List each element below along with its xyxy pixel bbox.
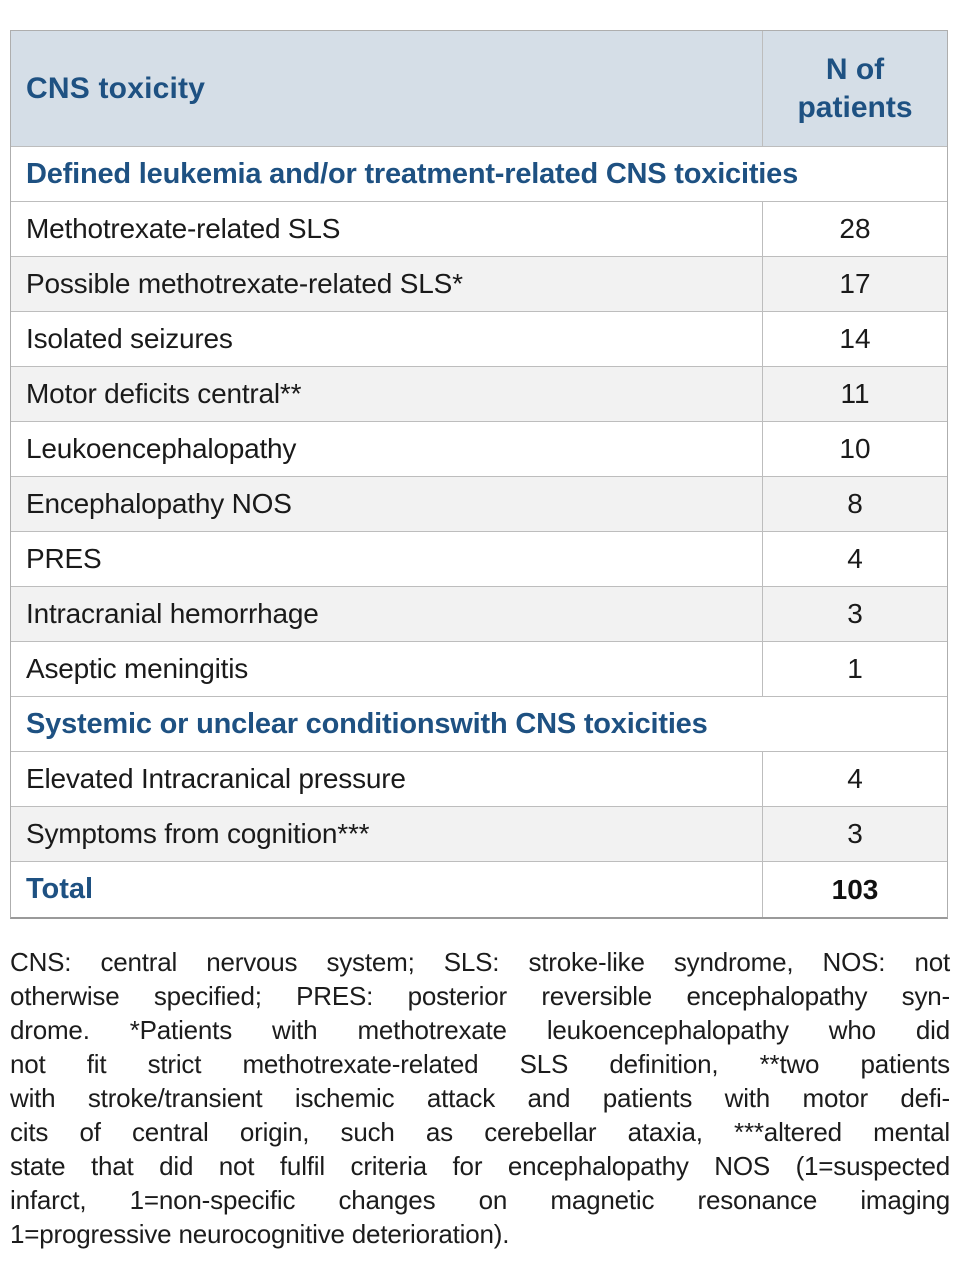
footnote-line: infarct, 1=non-specific changes on magnetic resonance imaging <box>10 1185 950 1215</box>
cns-toxicity-table <box>10 30 948 919</box>
table-row <box>11 586 947 641</box>
footnote-line: state that did not fulfil criteria for encephalopathy NOS (1=suspected <box>10 1151 950 1181</box>
row-label: Aseptic meningitis <box>26 653 249 684</box>
total-value: 103 <box>762 862 947 917</box>
table-row <box>11 806 947 861</box>
row-label: Motor deficits central** <box>26 378 302 409</box>
row-value: 4 <box>762 532 947 586</box>
header-cns-toxicity: CNS toxicity <box>26 71 206 105</box>
row-label: Methotrexate-related SLS <box>26 213 341 244</box>
table-row <box>11 201 947 256</box>
row-label: Encephalopathy NOS <box>26 488 292 519</box>
row-value: 28 <box>762 202 947 256</box>
header-n-of-patients: N of patients <box>762 31 947 146</box>
footnote-line: with stroke/transient ischemic attack and patients with motor defi- <box>10 1083 950 1113</box>
row-label: Elevated Intracranical pressure <box>26 763 406 794</box>
row-value: 11 <box>762 367 947 421</box>
section-header-row <box>11 696 947 751</box>
table-body <box>11 146 947 861</box>
row-value: 14 <box>762 312 947 366</box>
row-label: Symptoms from cognition*** <box>26 818 370 849</box>
footnote-line: otherwise specified; PRES: posterior reversible encephalopathy syn- <box>10 981 950 1011</box>
footnote-line: CNS: central nervous system; SLS: stroke-like syndrome, NOS: not <box>10 947 950 977</box>
footnote-line: drome. *Patients with methotrexate leukoencephalopathy who did <box>10 1015 950 1045</box>
row-label: Isolated seizures <box>26 323 233 354</box>
row-value: 10 <box>762 422 947 476</box>
row-label: Possible methotrexate-related SLS* <box>26 268 463 299</box>
row-value: 3 <box>762 807 947 861</box>
table-header-row <box>11 31 947 146</box>
total-label: Total <box>26 873 94 905</box>
row-label: Intracranial hemorrhage <box>26 598 319 629</box>
section-header-row <box>11 146 947 201</box>
row-value: 17 <box>762 257 947 311</box>
footnote-line: not fit strict methotrexate-related SLS definition, **two patients <box>10 1049 950 1079</box>
table-row <box>11 311 947 366</box>
table-row <box>11 256 947 311</box>
table-row <box>11 366 947 421</box>
table-row <box>11 421 947 476</box>
row-value: 4 <box>762 752 947 806</box>
table-footnote <box>10 945 950 1251</box>
row-value: 1 <box>762 642 947 696</box>
row-value: 3 <box>762 587 947 641</box>
row-label: Leukoencephalopathy <box>26 433 297 464</box>
section-title: Defined leukemia and/or treatment-related CNS toxicities <box>26 157 799 190</box>
table-row <box>11 641 947 696</box>
table-row <box>11 476 947 531</box>
row-label: PRES <box>26 543 102 574</box>
section-title: Systemic or unclear conditionswith CNS toxicities <box>26 707 708 740</box>
table-row <box>11 531 947 586</box>
total-row <box>11 861 947 917</box>
footnote-line: cits of central origin, such as cerebellar ataxia, ***altered mental <box>10 1117 950 1147</box>
footnote-line: 1=progressive neurocognitive deterioration). <box>10 1219 510 1249</box>
table-row <box>11 751 947 806</box>
row-value: 8 <box>762 477 947 531</box>
